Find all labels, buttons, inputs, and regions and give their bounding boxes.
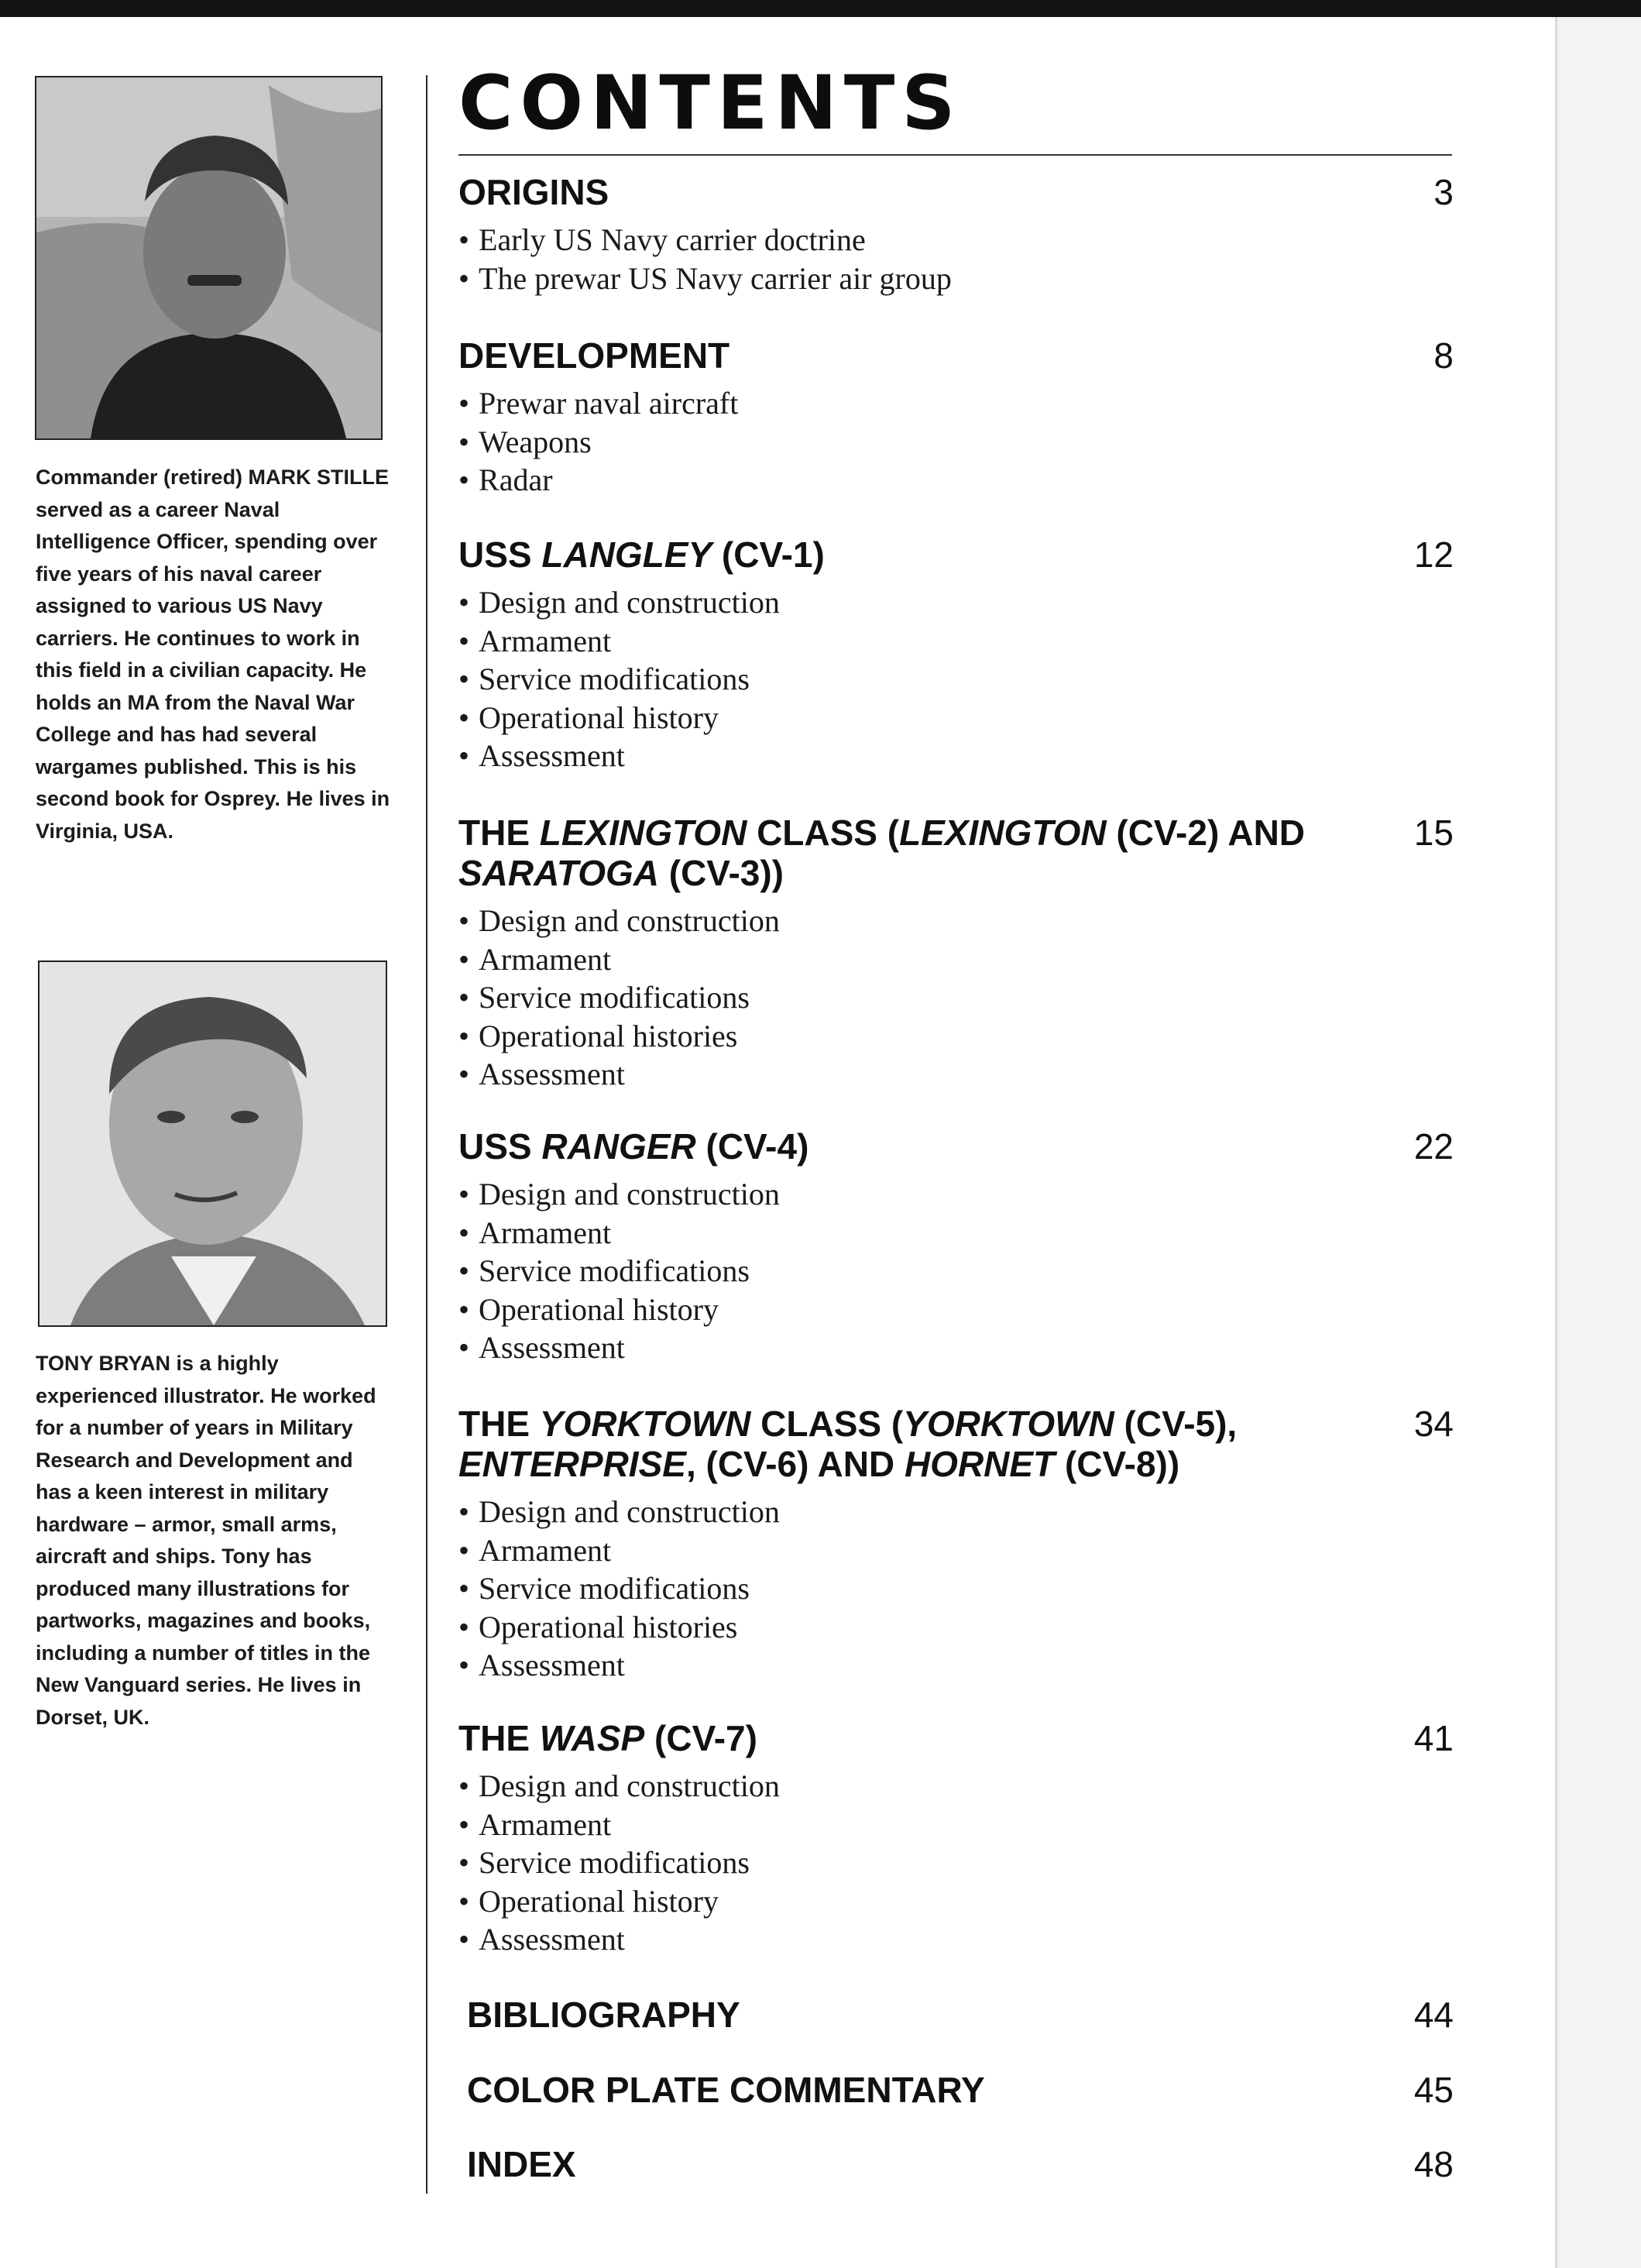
toc-subitem: • Operational histories	[458, 1017, 1454, 1056]
toc-entry-yorktown-class	[458, 1404, 1454, 1685]
toc-subitem: • Service modifications	[458, 1844, 1454, 1882]
page-title: CONTENTS	[458, 60, 963, 146]
toc-title: THE YORKTOWN CLASS (YORKTOWN (CV-5), ENTERPRISE, (CV-6) AND HORNET (CV-8))	[458, 1404, 1238, 1484]
top-scan-edge	[0, 0, 1641, 17]
column-divider	[426, 75, 427, 2194]
title-rule	[458, 154, 1452, 156]
toc-title: BIBLIOGRAPHY	[467, 1995, 740, 2035]
toc-subitem: • Service modifications	[458, 1569, 1454, 1608]
page-fold-edge	[1555, 17, 1557, 2268]
toc-subitem: • Assessment	[458, 1646, 1454, 1685]
toc-page-number: 8	[1433, 335, 1454, 376]
toc-subitem: • Service modifications	[458, 978, 1454, 1017]
author-photo-tony-bryan	[38, 960, 387, 1327]
toc-subitem: • Prewar naval aircraft	[458, 384, 1454, 423]
toc-subitem: • Operational histories	[458, 1608, 1454, 1647]
toc-subitem: • Armament	[458, 622, 1454, 661]
toc-subitem: • Radar	[458, 461, 1454, 500]
toc-subitem: • Armament	[458, 1806, 1454, 1844]
toc-subitem: • Service modifications	[458, 660, 1454, 699]
toc-subitem: • Armament	[458, 1214, 1454, 1253]
toc-title: USS RANGER (CV-4)	[458, 1126, 809, 1167]
toc-title: USS LANGLEY (CV-1)	[458, 534, 825, 575]
toc-title: THE LEXINGTON CLASS (LEXINGTON (CV-2) AND SARATOGA (CV-3))	[458, 813, 1306, 893]
toc-entry-bibliography	[467, 1995, 1454, 2035]
toc-subitem: • Assessment	[458, 1328, 1454, 1367]
page-margin-shade	[1557, 17, 1641, 2268]
toc-subitem: • Assessment	[458, 1055, 1454, 1094]
toc-subitem: • The prewar US Navy carrier air group	[458, 259, 1454, 298]
toc-subitem: • Operational history	[458, 1290, 1454, 1329]
toc-page-number: 48	[1413, 2144, 1454, 2184]
toc-subitem: • Design and construction	[458, 1493, 1454, 1531]
toc-page-number: 15	[1413, 813, 1454, 853]
toc-title: INDEX	[467, 2144, 576, 2184]
toc-subitem: • Assessment	[458, 737, 1454, 775]
toc-page-number: 12	[1413, 534, 1454, 575]
author-photo-mark-stille	[35, 76, 383, 440]
toc-subitem: • Design and construction	[458, 1175, 1454, 1214]
toc-entry-index	[467, 2144, 1454, 2184]
toc-subitem: • Design and construction	[458, 1767, 1454, 1806]
toc-entry-lexington-class	[458, 813, 1454, 1094]
toc-subitem: • Weapons	[458, 423, 1454, 462]
toc-subitem: • Design and construction	[458, 902, 1454, 940]
toc-page-number: 3	[1433, 172, 1454, 212]
toc-entry-wasp	[458, 1718, 1454, 1959]
toc-subitem: • Assessment	[458, 1920, 1454, 1959]
author-bio-mark-stille: Commander (retired) MARK STILLE served as a career Naval Intelligence Officer, spending over five years of his naval career assigned to various US Navy carriers. He continues to work in this field in a civilian capacity. He holds an MA from the Naval War College and has had several wargames published. This is his second book for Osprey. He lives in Virginia, USA.	[36, 466, 390, 843]
toc-title: COLOR PLATE COMMENTARY	[467, 2070, 985, 2110]
toc-page-number: 34	[1413, 1404, 1454, 1444]
toc-entry-uss-langley	[458, 534, 1454, 775]
toc-page-number: 22	[1413, 1126, 1454, 1167]
toc-page-number: 44	[1413, 1995, 1454, 2035]
toc-page-number: 45	[1413, 2070, 1454, 2110]
toc-subitem: • Operational history	[458, 699, 1454, 737]
toc-subitem: • Service modifications	[458, 1252, 1454, 1290]
toc-entry-origins	[458, 172, 1454, 297]
toc-entry-development	[458, 335, 1454, 500]
toc-page-number: 41	[1413, 1718, 1454, 1758]
toc-title: DEVELOPMENT	[458, 335, 730, 376]
toc-subitem: • Armament	[458, 940, 1454, 979]
author-bio-tony-bryan: TONY BRYAN is a highly experienced illustrator. He worked for a number of years in Military Research and Development and has a keen interest in military hardware – armor, small arms, aircraft and ships. Tony has produced many illustrations for partworks, magazines and books, including a number of titles in the New Vanguard series. He lives in Dorset, UK.	[36, 1352, 376, 1729]
toc-title: ORIGINS	[458, 172, 609, 212]
toc-subitem: • Design and construction	[458, 583, 1454, 622]
toc-subitem: • Operational history	[458, 1882, 1454, 1921]
toc-title: THE WASP (CV-7)	[458, 1718, 757, 1758]
toc-entry-uss-ranger	[458, 1126, 1454, 1367]
toc-entry-color-plate-commentary	[467, 2070, 1454, 2110]
toc-subitem: • Armament	[458, 1531, 1454, 1570]
toc-subitem: • Early US Navy carrier doctrine	[458, 221, 1454, 259]
